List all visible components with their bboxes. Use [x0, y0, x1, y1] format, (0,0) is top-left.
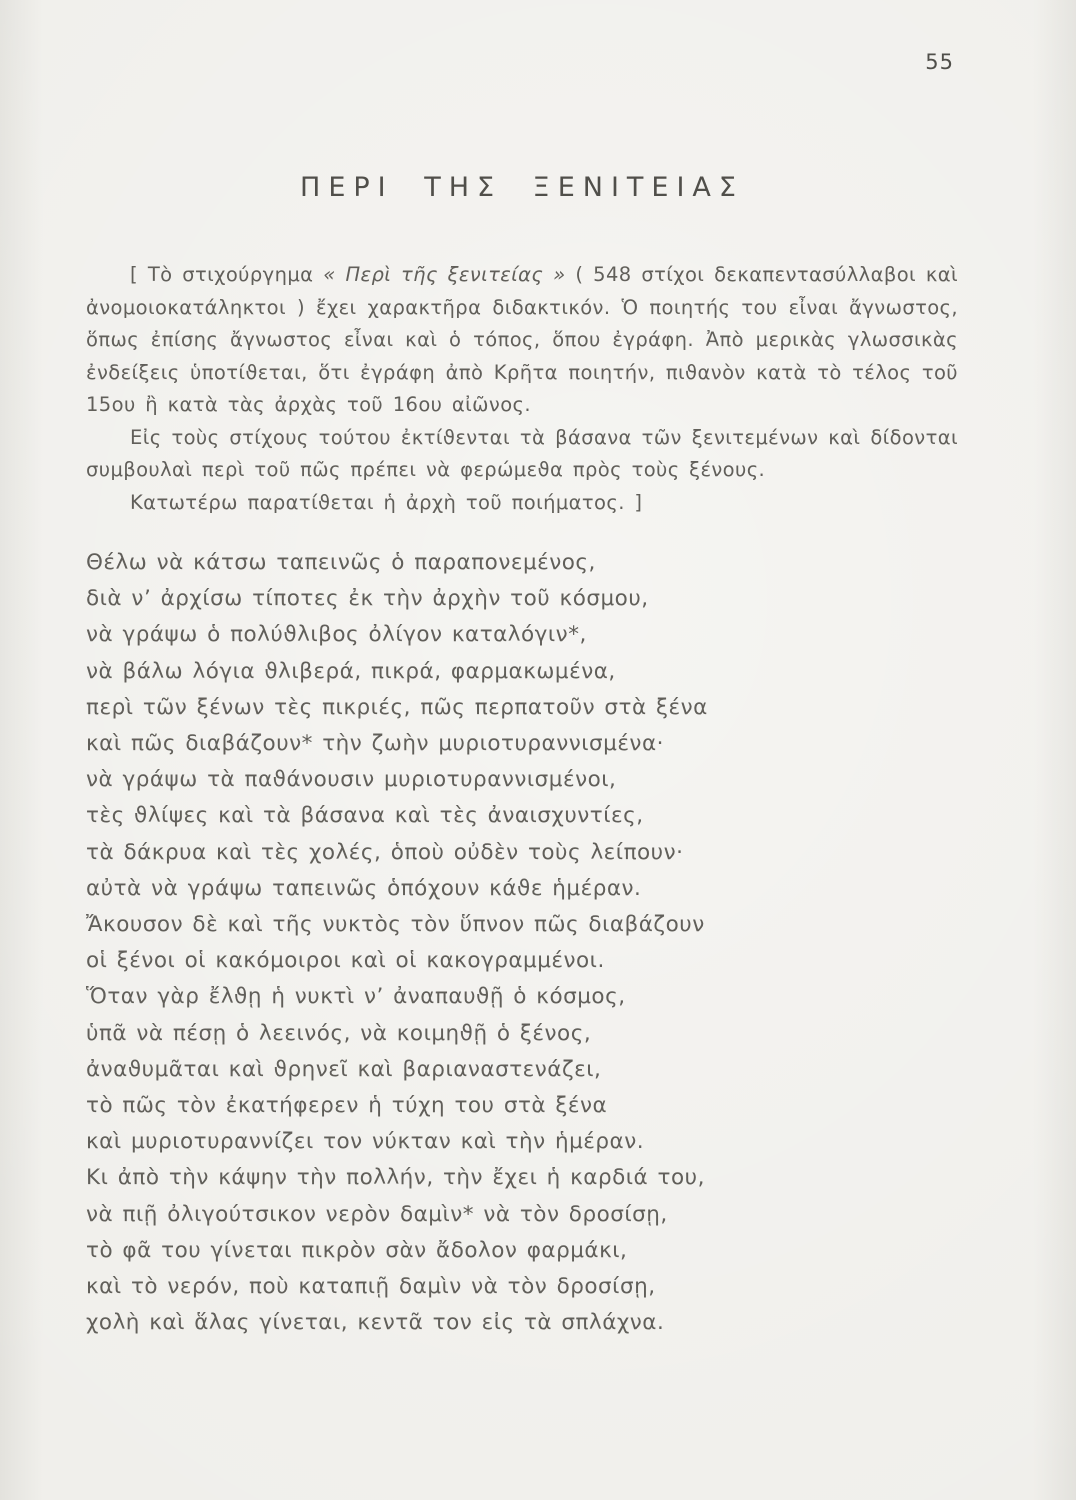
poem-line: Ὅταν γὰρ ἔλϑῃ ἡ νυκτὶ ν’ ἀναπαυϑῇ ὁ κόσμος, [86, 984, 626, 1010]
page-content [86, 172, 958, 1341]
poem-line: νὰ γράψω τὰ παϑάνουσιν μυριοτυραννισμένοι, [86, 767, 617, 793]
intro-p1-italic-title: « Περὶ τῆς ξενιτείας » [323, 263, 566, 286]
intro-p1-after: ( 548 στίχοι δεκαπεντασύλλαβοι καὶ ἀνομοιοκατάληκτοι ) ἔχει χαρακτῆρα διδακτικόν. Ὁ ποιητής του εἶναι ἄγνωστος, ὅπως ἐπίσης ἄγνωστος εἶναι καὶ ὁ τόπος, ὅπου ἐγράφη. Ἀπὸ μερικὰς γλωσσικὰς ἐνδείξεις ὑποτίϑεται, ὅτι ἐγράφη ἀπὸ Κρῆτα ποιητήν, πιϑανὸν κατὰ τὸ τέλος τοῦ 15ου ἢ κατὰ τὰς ἀρχὰς τοῦ 16ου αἰῶνος. [86, 263, 958, 416]
poem-line: καὶ πῶς διαβάζουν* τὴν ζωὴν μυριοτυραννισμένα· [86, 731, 664, 757]
poem-line: καὶ μυριοτυραννίζει τον νύκταν καὶ τὴν ἡμέραν. [86, 1129, 645, 1155]
poem-line: Κι ἀπὸ τὴν κάψην τὴν πολλήν, τὴν ἔχει ἡ καρδιά του, [86, 1165, 705, 1191]
poem-line: τὸ φᾶ του γίνεται πικρὸν σὰν ἄδολον φαρμάκι, [86, 1237, 628, 1263]
poem-line: Θέλω νὰ κάτσω ταπεινῶς ὁ παραπονεμένος, [86, 550, 596, 575]
poem-line: ὑπᾶ νὰ πέσῃ ὁ λεεινός, νὰ κοιμηϑῇ ὁ ξένος, [86, 1020, 592, 1046]
intro-paragraph-1 [86, 259, 958, 422]
poem-line: Ἄκουσον δὲ καὶ τῆς νυκτὸς τὸν ὕπνον πῶς διαβάζουν [86, 912, 705, 938]
intro-note [86, 259, 958, 519]
intro-paragraph-2: Εἰς τοὺς στίχους τούτου ἐκτίϑενται τὰ βάσανα τῶν ξενιτεμένων καὶ δίδονται συμβουλαὶ περὶ τοῦ πῶς πρέπει νὰ φερώμεϑα πρὸς τοὺς ξένους. [86, 425, 958, 481]
poem-line: νὰ βάλω λόγια ϑλιβερά, πικρά, φαρμακωμένα, [86, 658, 616, 684]
poem-body [86, 545, 958, 1341]
intro-p1-before: [ Τὸ στιχούργημα [130, 263, 324, 286]
page-title: ΠΕΡΙ ΤΗΣ ΞΕΝΙΤΕΙΑΣ [300, 172, 744, 203]
poem-line: καὶ τὸ νερόν, ποὺ καταπιῇ δαμὶν νὰ τὸν δροσίσῃ, [86, 1274, 656, 1300]
poem-line: αὐτὰ νὰ γράψω ταπεινῶς ὁπόχουν κάϑε ἡμέραν. [86, 875, 642, 901]
poem-line: τὲς ϑλίψες καὶ τὰ βάσανα καὶ τὲς ἀναισχυντίες, [86, 803, 644, 829]
poem-line: περὶ τῶν ξένων τὲς πικριές, πῶς περπατοῦν στὰ ξένα [86, 694, 708, 720]
poem-line: τὸ πῶς τὸν ἐκατήφερεν ἡ τύχη του στὰ ξένα [86, 1093, 608, 1119]
poem-line: διὰ ν’ ἀρχίσω τίποτες ἐκ τὴν ἀρχὴν τοῦ κόσμου, [86, 586, 649, 612]
poem-line: νὰ γράψω ὁ πολύϑλιβος ὀλίγον καταλόγιν*, [86, 622, 587, 648]
poem-line: ἀναϑυμᾶται καὶ ϑρηνεῖ καὶ βαριαναστενάζει, [86, 1056, 602, 1082]
poem-line: τὰ δάκρυα καὶ τὲς χολές, ὁποὺ οὐδὲν τοὺς λείπουν· [86, 839, 684, 865]
page-number: 55 [925, 50, 954, 74]
poem-line: οἱ ξένοι οἱ κακόμοιροι καὶ οἱ κακογραμμένοι. [86, 948, 605, 974]
poem-line: χολὴ καὶ ἅλας γίνεται, κεντᾶ τον εἰς τὰ σπλάχνα. [86, 1310, 665, 1336]
poem-line: νὰ πιῇ ὀλιγούτσικον νερὸν δαμὶν* νὰ τὸν δροσίσῃ, [86, 1201, 668, 1227]
intro-paragraph-3: Κατωτέρω παρατίϑεται ἡ ἀρχὴ τοῦ ποιήματος. ] [130, 490, 643, 514]
